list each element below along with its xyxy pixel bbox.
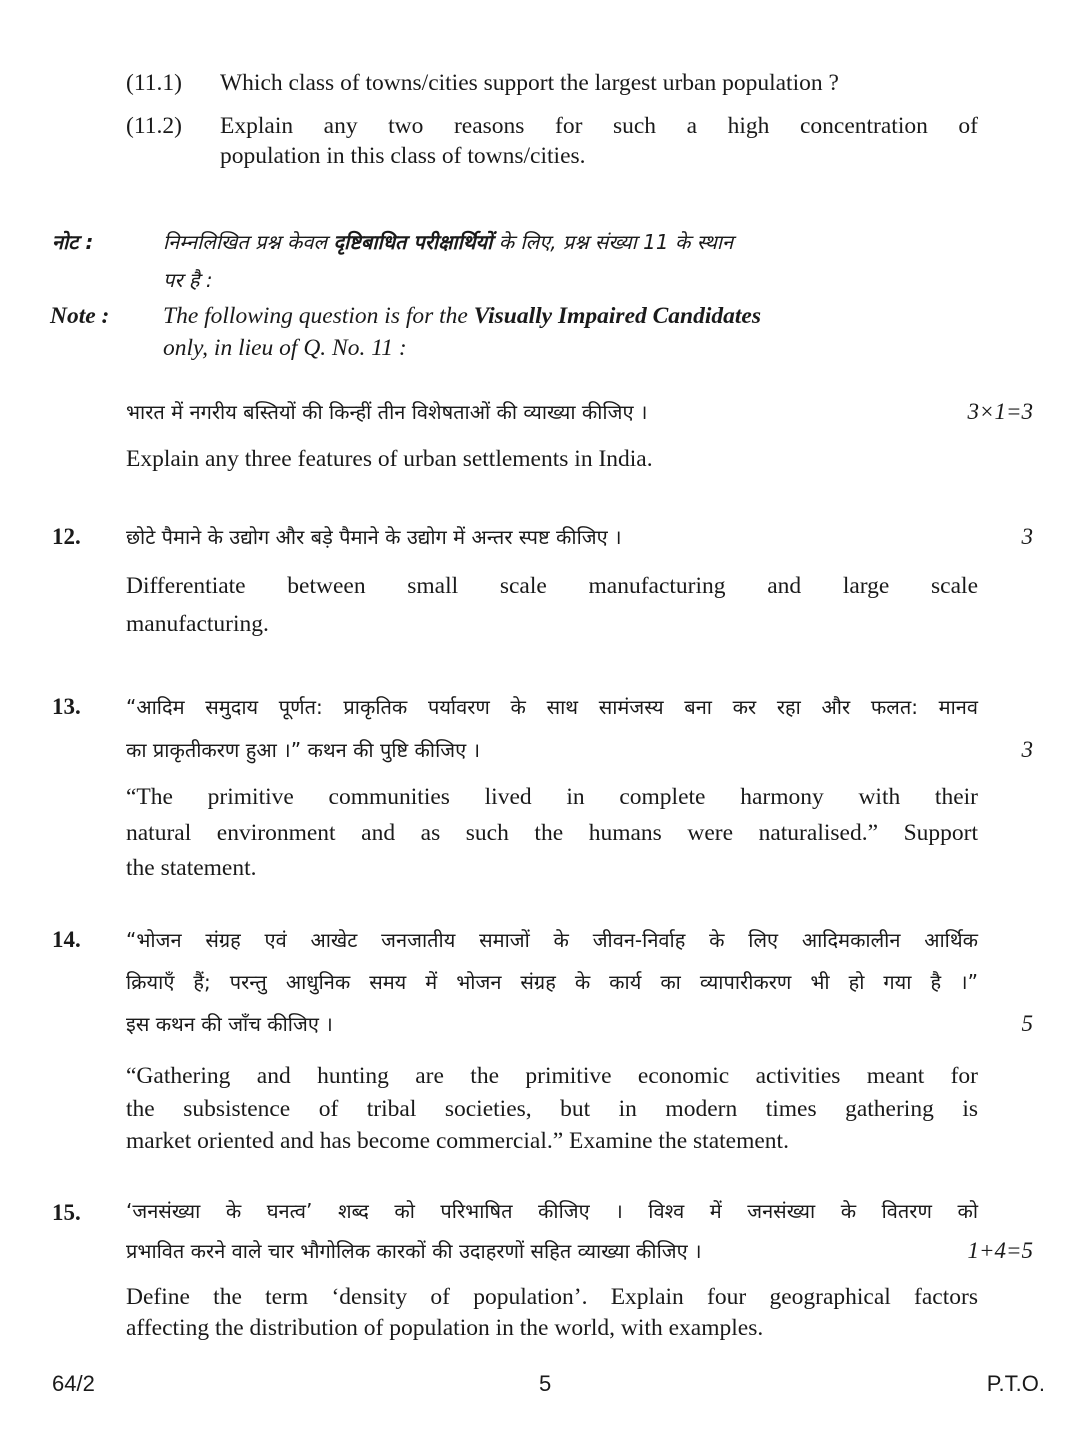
note-emphasis: दृष्टिबाधित परीक्षार्थियों [333,230,493,254]
note-text: पर है : [163,268,213,292]
question-text-en: market oriented and has become commercial.” Examine the statement. [126,1128,789,1154]
marks: 3 [1021,737,1033,762]
question-text-en: Define the term ‘density of population’. Explain four geographical factors [126,1284,978,1310]
sub-text: population in this class of towns/cities. [220,143,586,169]
question-text-en: Differentiate between small scale manufacturing and large scale [126,573,978,599]
question-text-en: Explain any three features of urban settlements in India. [126,446,653,472]
question-text-hi: क्रियाएँ हैं; परन्तु आधुनिक समय में भोजन संग्रह के कार्य का व्यापारीकरण भी हो गया है ।” [126,970,978,994]
marks: 3×1=3 [967,399,1033,424]
sub-number: (11.2) [126,113,182,139]
note-label-en: Note : [50,303,110,329]
question-number: 14. [52,927,81,952]
marks: 1+4=5 [967,1238,1033,1263]
question-text-en: natural environment and as such the humans were naturalised.” Support [126,820,978,846]
question-text-hi: का प्राकृतीकरण हुआ ।” कथन की पुष्टि कीजिए । [126,738,481,762]
note-text: The following question is for the [163,303,474,329]
note-label-hi: नोट : [52,230,94,254]
marks: 5 [1021,1011,1033,1036]
question-text-hi: “आदिम समुदाय पूर्णत: प्राकृतिक पर्यावरण के साथ सामंजस्य बना कर रहा और फलत: मानव [126,695,978,719]
question-text-hi: ‘जनसंख्या के घनत्व’ शब्द को परिभाषित कीजिए । विश्व में जनसंख्या के वितरण को [126,1199,978,1223]
note-text: के लिए, प्रश्न संख्या 11 के स्थान [492,230,734,254]
question-text-en: the subsistence of tribal societies, but in modern times gathering is [126,1096,978,1122]
note-text: निम्नलिखित प्रश्न केवल [163,230,334,254]
paper-code: 64/2 [52,1371,95,1396]
sub-number: (11.1) [126,70,182,96]
note-emphasis: Visually Impaired Candidates [473,303,762,329]
question-text-en: affecting the distribution of population in the world, with examples. [126,1315,764,1341]
question-text-en: the statement. [126,855,257,881]
question-number: 15. [52,1200,81,1225]
question-text-hi: भारत में नगरीय बस्तियों की किन्हीं तीन विशेषताओं की व्याख्या कीजिए । [126,400,648,424]
marks: 3 [1021,524,1033,549]
question-text-hi: प्रभावित करने वाले चार भौगोलिक कारकों की उदाहरणों सहित व्याख्या कीजिए । [126,1239,702,1263]
pto-label: P.T.O. [986,1371,1045,1396]
question-number: 13. [52,694,81,719]
question-text-en: “The primitive communities lived in complete harmony with their [126,784,978,810]
question-number: 12. [52,524,81,549]
question-text-hi: “भोजन संग्रह एवं आखेट जनजातीय समाजों के जीवन-निर्वाह के लिए आदिमकालीन आर्थिक [126,928,978,952]
sub-text: Explain any two reasons for such a high concentration of [220,113,978,139]
sub-text: Which class of towns/cities support the largest urban population ? [220,70,839,96]
question-text-en: “Gathering and hunting are the primitive economic activities meant for [126,1063,978,1089]
question-text-hi: छोटे पैमाने के उद्योग और बड़े पैमाने के उद्योग में अन्तर स्पष्ट कीजिए । [126,525,622,549]
note-text: only, in lieu of Q. No. 11 : [163,335,407,361]
page-number: 5 [539,1371,552,1396]
question-text-hi: इस कथन की जाँच कीजिए । [126,1012,333,1036]
question-text-en: manufacturing. [126,611,269,637]
